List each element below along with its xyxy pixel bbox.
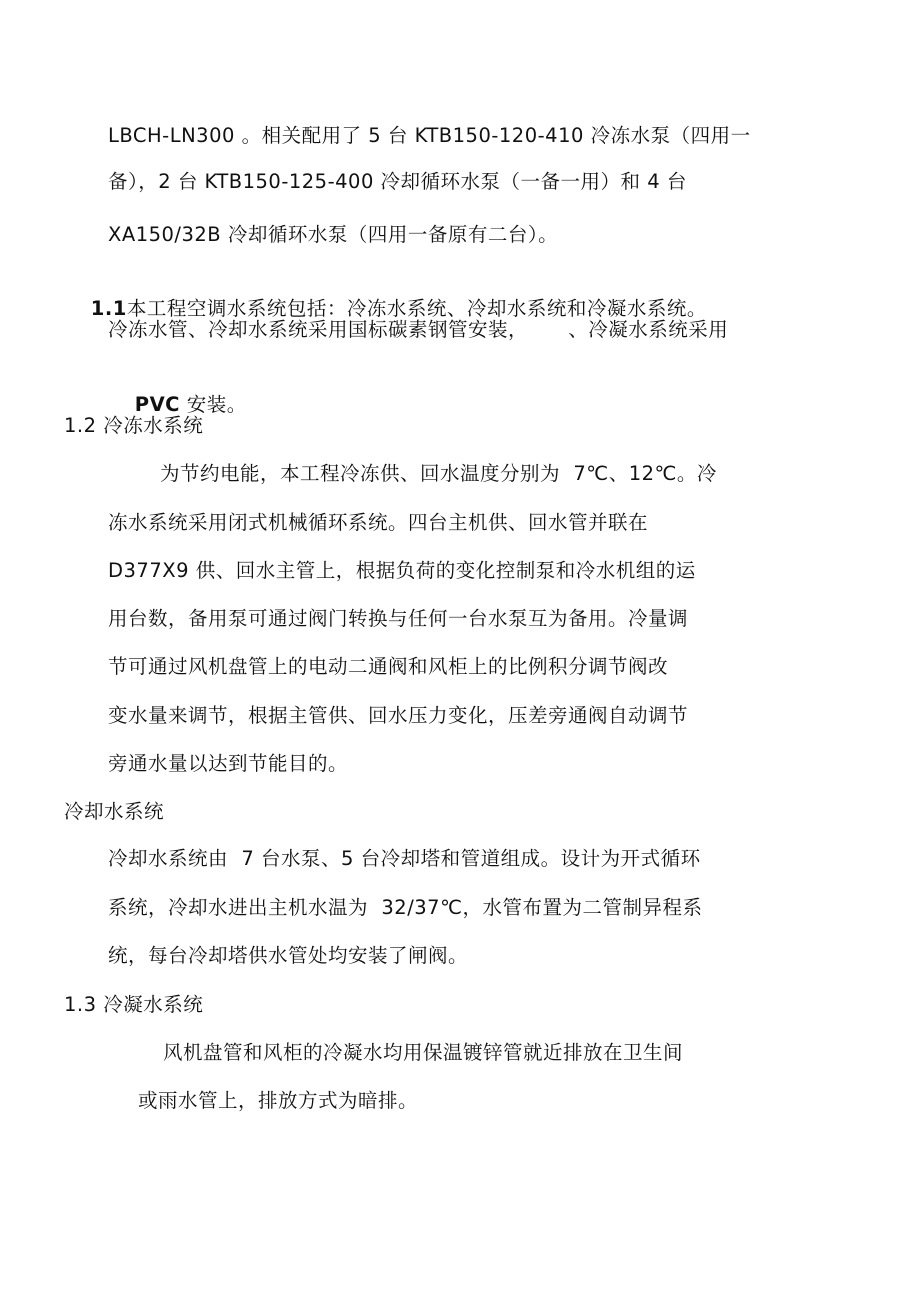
paragraph-line: 节可通过风机盘管上的电动二通阀和风柜上的比例积分调节阀改 (108, 655, 669, 678)
paragraph-line: 旁通水量以达到节能目的。 (108, 752, 349, 775)
section-heading-cooling: 冷却水系统 (64, 800, 165, 823)
pvc-label: PVC (134, 393, 180, 416)
section-heading-1-3: 1.3 冷凝水系统 (64, 993, 204, 1016)
paragraph-line: 或雨水管上，排放方式为暗排。 (138, 1089, 419, 1112)
paragraph-line: XA150/32B 冷却循环水泵（四用一备原有二台）。 (108, 223, 559, 246)
section-heading-1-2: 1.2 冷冻水系统 (64, 414, 204, 437)
paragraph-line: LBCH-LN300 。相关配用了 5 台 KTB150-120-410 冷冻水泵（四用一 (108, 124, 751, 147)
paragraph-line: 用台数，备用泵可通过阀门转换与任何一台水泵互为备用。冷量调 (108, 607, 689, 630)
paragraph-line: D377X9 供、回水主管上，根据负荷的变化控制泵和冷水机组的运 (108, 559, 696, 582)
paragraph-line: 为节约电能，本工程冷冻供、回水温度分别为 7℃、12℃。冷 (160, 462, 717, 485)
section-number: 1.1 (90, 297, 127, 320)
paragraph-line: 冻水系统采用闭式机械循环系统。四台主机供、回水管并联在 (108, 511, 649, 534)
paragraph-line: 统，每台冷却塔供水管处均安装了闸阀。 (108, 944, 469, 967)
paragraph-line: 变水量来调节，根据主管供、回水压力变化，压差旁通阀自动调节 (108, 704, 689, 727)
paragraph-line: 系统，冷却水进出主机水温为 32/37℃，水管布置为二管制异程系 (108, 896, 703, 919)
paragraph-line: PVC 安装。 (134, 393, 247, 416)
section-title: 本工程空调水系统包括：冷冻水系统、冷却水系统和冷凝水系统。 (126, 297, 707, 320)
paragraph-line: 冷冻水管、冷却水系统采用国标碳素钢管安装， 、冷凝水系统采用 (108, 318, 729, 341)
paragraph-line: 风机盘管和风柜的冷凝水均用保温镀锌管就近排放在卫生间 (163, 1041, 684, 1064)
paragraph-line: 备），2 台 KTB150-125-400 冷却循环水泵（一备一用）和 4 台 (108, 170, 687, 193)
paragraph-line: 冷却水系统由 7 台水泵、5 台冷却塔和管道组成。设计为开式循环 (108, 847, 701, 870)
